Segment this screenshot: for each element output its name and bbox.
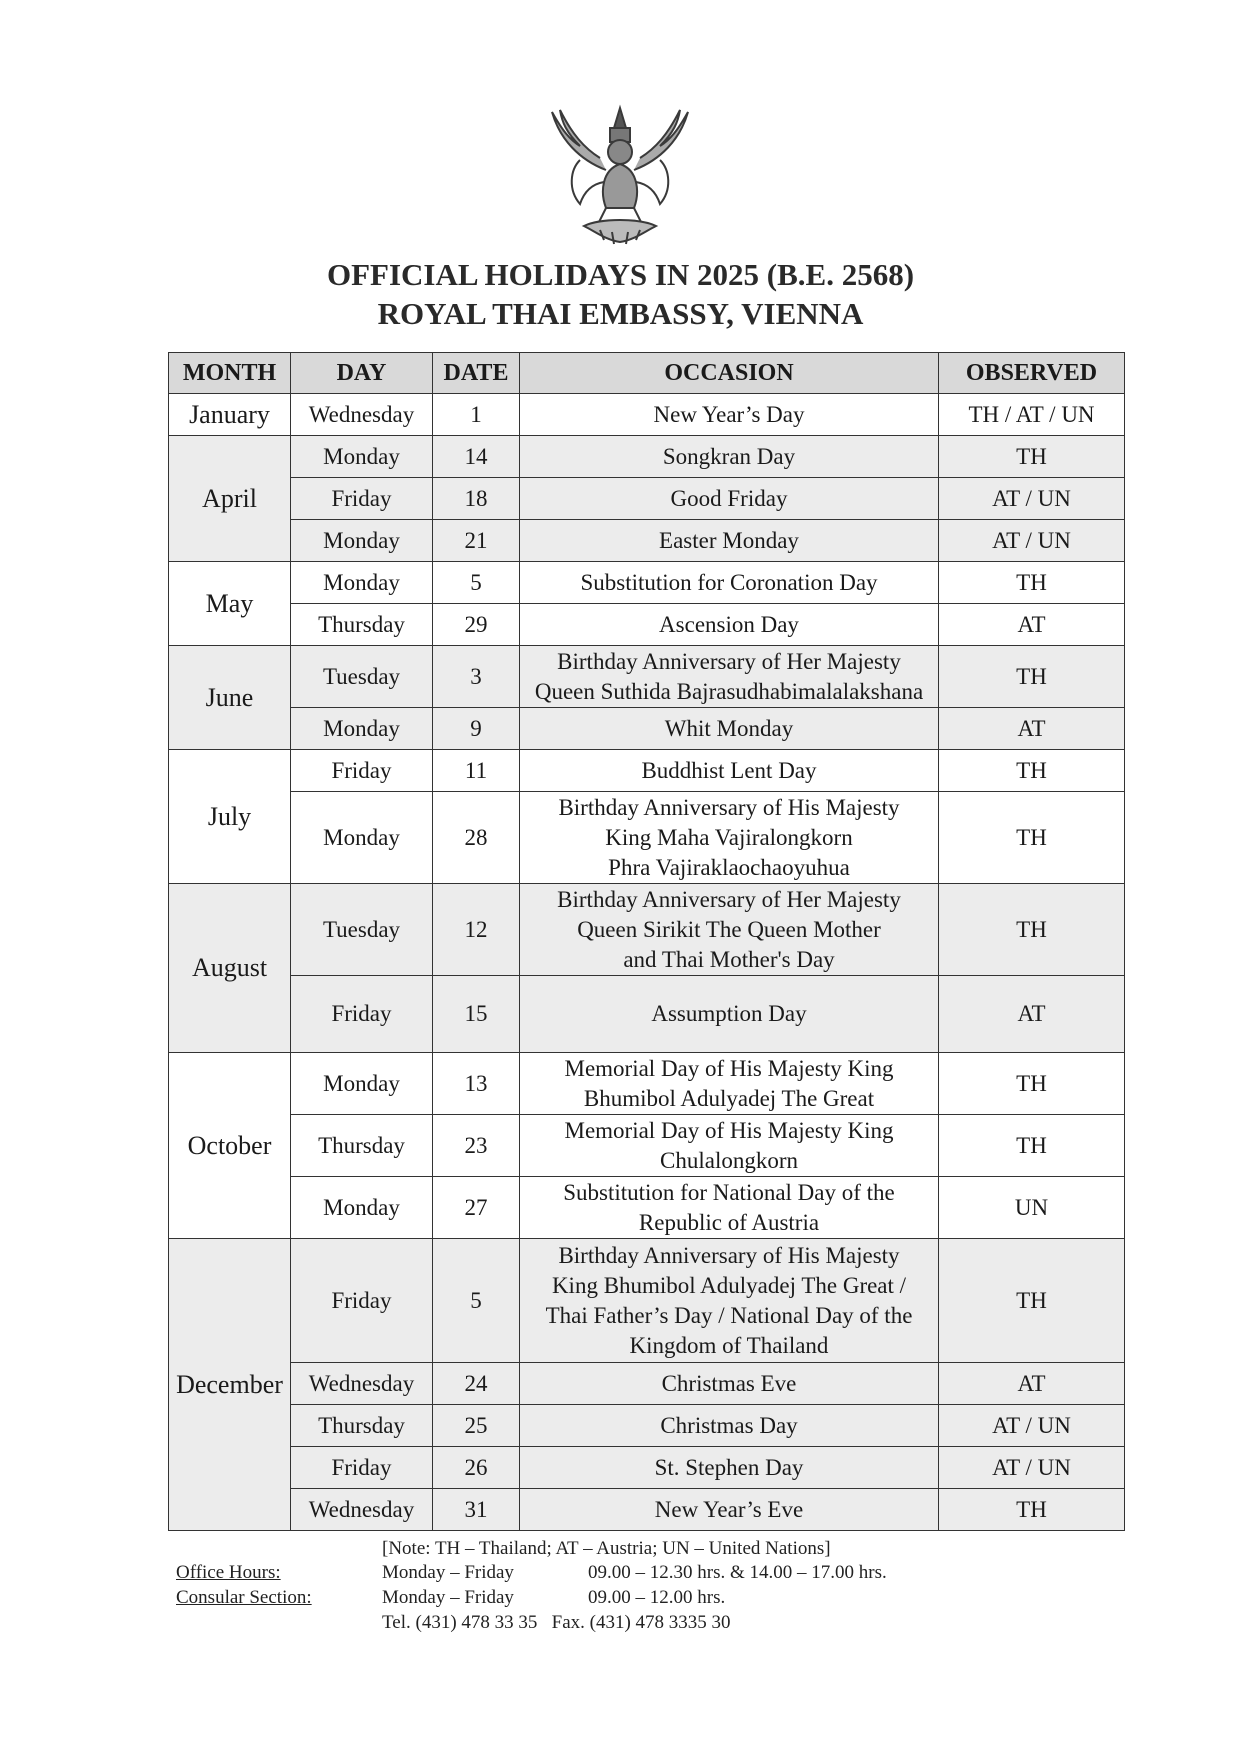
- occasion-cell: [520, 1239, 939, 1363]
- table-row: [169, 708, 1125, 750]
- occasion-cell: [520, 792, 939, 884]
- occasion-line: Memorial Day of His Majesty King: [564, 1055, 894, 1081]
- day-cell: Friday: [291, 1239, 433, 1363]
- occasion-line: Kingdom of Thailand: [629, 1332, 829, 1358]
- observed-cell: AT / UN: [939, 1405, 1125, 1447]
- table-row: [169, 646, 1125, 708]
- date-cell: 5: [433, 562, 520, 604]
- date-cell: 27: [433, 1177, 520, 1239]
- occasion-line: Bhumibol Adulyadej The Great: [583, 1085, 875, 1111]
- page-subtitle: ROYAL THAI EMBASSY, VIENNA: [377, 296, 864, 331]
- occasion-line: Substitution for National Day of the: [563, 1179, 895, 1205]
- day-cell: Wednesday: [291, 1363, 433, 1405]
- date-cell: 1: [433, 394, 520, 436]
- table-row: [169, 520, 1125, 562]
- table-row: [169, 1115, 1125, 1177]
- day-cell: Wednesday: [291, 394, 433, 436]
- holidays-table: [168, 352, 1125, 1531]
- occasion-line: Queen Suthida Bajrasudhabimalalakshana: [534, 678, 924, 704]
- date-cell: 18: [433, 478, 520, 520]
- day-cell: Tuesday: [291, 884, 433, 976]
- occasion-line: New Year’s Day: [653, 401, 805, 427]
- month-cell: August: [169, 884, 291, 1053]
- table-row: [169, 884, 1125, 976]
- occasion-line: Birthday Anniversary of Her Majesty: [557, 886, 901, 912]
- table-row: [169, 1239, 1125, 1363]
- occasion-line: Thai Father’s Day / National Day of the: [545, 1302, 913, 1328]
- date-cell: 28: [433, 792, 520, 884]
- date-cell: 31: [433, 1489, 520, 1531]
- day-cell: Friday: [291, 478, 433, 520]
- office-hours-label: Office Hours:: [176, 1562, 281, 1583]
- occasion-cell: [520, 884, 939, 976]
- occasion-line: King Bhumibol Adulyadej The Great /: [551, 1272, 907, 1298]
- month-cell: January: [169, 394, 291, 436]
- consular-section-days: Monday – Friday: [382, 1587, 514, 1608]
- table-header-row: [169, 353, 1125, 394]
- contact-info: Tel. (431) 478 33 35 Fax. (431) 478 3335 30: [382, 1612, 731, 1633]
- day-cell: Monday: [291, 708, 433, 750]
- occasion-cell: [520, 604, 939, 646]
- occasion-line: Memorial Day of His Majesty King: [564, 1117, 894, 1143]
- occasion-cell: [520, 976, 939, 1053]
- date-cell: 9: [433, 708, 520, 750]
- date-cell: 29: [433, 604, 520, 646]
- observed-cell: AT: [939, 1363, 1125, 1405]
- month-cell: June: [169, 646, 291, 750]
- table-row: [169, 436, 1125, 478]
- garuda-emblem-icon: [540, 100, 700, 250]
- date-cell: 14: [433, 436, 520, 478]
- occasion-line: and Thai Mother's Day: [623, 946, 835, 972]
- day-cell: Monday: [291, 520, 433, 562]
- occasion-cell: [520, 646, 939, 708]
- occasion-line: Good Friday: [670, 485, 788, 511]
- observed-cell: TH: [939, 562, 1125, 604]
- month-cell: July: [169, 750, 291, 884]
- header-date: DATE: [433, 353, 520, 394]
- table-row: [169, 750, 1125, 792]
- header-observed: OBSERVED: [939, 353, 1125, 394]
- occasion-cell: [520, 1053, 939, 1115]
- day-cell: Monday: [291, 562, 433, 604]
- observed-cell: AT / UN: [939, 520, 1125, 562]
- date-cell: 25: [433, 1405, 520, 1447]
- month-cell: December: [169, 1239, 291, 1531]
- occasion-cell: [520, 520, 939, 562]
- observed-cell: AT / UN: [939, 1447, 1125, 1489]
- day-cell: Thursday: [291, 604, 433, 646]
- occasion-cell: [520, 478, 939, 520]
- occasion-line: New Year’s Eve: [654, 1496, 804, 1522]
- page-title: OFFICIAL HOLIDAYS IN 2025 (B.E. 2568): [326, 257, 915, 292]
- occasion-cell: [520, 1405, 939, 1447]
- observed-cell: AT: [939, 708, 1125, 750]
- occasion-cell: [520, 562, 939, 604]
- date-cell: 11: [433, 750, 520, 792]
- observed-cell: TH: [939, 436, 1125, 478]
- date-cell: 3: [433, 646, 520, 708]
- day-cell: Tuesday: [291, 646, 433, 708]
- occasion-line: Queen Sirikit The Queen Mother: [577, 916, 881, 942]
- month-cell: May: [169, 562, 291, 646]
- day-cell: Monday: [291, 792, 433, 884]
- occasion-cell: [520, 436, 939, 478]
- header-occasion: OCCASION: [520, 353, 939, 394]
- occasion-line: Substitution for Coronation Day: [580, 569, 878, 595]
- observed-cell: TH: [939, 884, 1125, 976]
- date-cell: 15: [433, 976, 520, 1053]
- occasion-cell: [520, 1489, 939, 1531]
- observed-cell: TH: [939, 1053, 1125, 1115]
- date-cell: 21: [433, 520, 520, 562]
- observed-cell: TH: [939, 792, 1125, 884]
- office-hours-time: 09.00 – 12.30 hrs. & 14.00 – 17.00 hrs.: [588, 1562, 887, 1583]
- occasion-line: Whit Monday: [664, 715, 794, 741]
- day-cell: Wednesday: [291, 1489, 433, 1531]
- observed-cell: TH: [939, 1115, 1125, 1177]
- observed-cell: AT: [939, 976, 1125, 1053]
- occasion-line: Assumption Day: [651, 1001, 807, 1026]
- occasion-cell: [520, 1115, 939, 1177]
- date-cell: 12: [433, 884, 520, 976]
- occasion-line: Republic of Austria: [638, 1209, 820, 1235]
- occasion-line: Christmas Day: [660, 1412, 798, 1438]
- occasion-line: Birthday Anniversary of Her Majesty: [557, 648, 901, 674]
- occasion-line: Ascension Day: [659, 611, 799, 637]
- occasion-line: King Maha Vajiralongkorn: [605, 824, 853, 850]
- occasion-cell: [520, 1363, 939, 1405]
- header-day: DAY: [291, 353, 433, 394]
- date-cell: 26: [433, 1447, 520, 1489]
- day-cell: Monday: [291, 436, 433, 478]
- occasion-line: Phra Vajiraklaochaoyuhua: [608, 854, 850, 880]
- office-hours-days: Monday – Friday: [382, 1562, 514, 1583]
- observed-cell: TH: [939, 1239, 1125, 1363]
- day-cell: Monday: [291, 1053, 433, 1115]
- table-row: [169, 1405, 1125, 1447]
- table-row: [169, 1177, 1125, 1239]
- occasion-line: Chulalongkorn: [660, 1147, 798, 1173]
- observed-cell: TH: [939, 646, 1125, 708]
- observed-cell: AT: [939, 604, 1125, 646]
- table-row: [169, 1053, 1125, 1115]
- observed-cell: TH: [939, 750, 1125, 792]
- occasion-cell: [520, 708, 939, 750]
- day-cell: Thursday: [291, 1405, 433, 1447]
- occasion-cell: [520, 750, 939, 792]
- date-cell: 24: [433, 1363, 520, 1405]
- observed-cell: TH / AT / UN: [939, 394, 1125, 436]
- day-cell: Friday: [291, 1447, 433, 1489]
- date-cell: 23: [433, 1115, 520, 1177]
- occasion-line: Songkran Day: [662, 443, 796, 469]
- occasion-line: Buddhist Lent Day: [641, 757, 817, 783]
- header-month: MONTH: [169, 353, 291, 394]
- day-cell: Friday: [291, 750, 433, 792]
- month-cell: October: [169, 1053, 291, 1239]
- table-row: [169, 1489, 1125, 1531]
- table-row: [169, 976, 1125, 1053]
- occasion-cell: [520, 394, 939, 436]
- occasion-line: St. Stephen Day: [654, 1454, 804, 1480]
- table-row: [169, 562, 1125, 604]
- month-cell: April: [169, 436, 291, 562]
- occasion-cell: [520, 1447, 939, 1489]
- consular-section-label: Consular Section:: [176, 1587, 312, 1608]
- occasion-line: Christmas Eve: [661, 1370, 797, 1396]
- table-row: [169, 394, 1125, 436]
- observed-cell: UN: [939, 1177, 1125, 1239]
- occasion-line: Birthday Anniversary of His Majesty: [558, 1242, 900, 1268]
- day-cell: Monday: [291, 1177, 433, 1239]
- footnote: [Note: TH – Thailand; AT – Austria; UN – United Nations]: [382, 1538, 831, 1559]
- occasion-line: Easter Monday: [659, 527, 799, 553]
- occasion-cell: [520, 1177, 939, 1239]
- day-cell: Friday: [291, 976, 433, 1053]
- day-cell: Thursday: [291, 1115, 433, 1177]
- table-row: [169, 478, 1125, 520]
- table-row: [169, 792, 1125, 884]
- table-row: [169, 1447, 1125, 1489]
- date-cell: 13: [433, 1053, 520, 1115]
- table-row: [169, 604, 1125, 646]
- table-row: [169, 1363, 1125, 1405]
- occasion-line: Birthday Anniversary of His Majesty: [558, 794, 900, 820]
- date-cell: 5: [433, 1239, 520, 1363]
- observed-cell: TH: [939, 1489, 1125, 1531]
- observed-cell: AT / UN: [939, 478, 1125, 520]
- consular-section-time: 09.00 – 12.00 hrs.: [588, 1587, 726, 1608]
